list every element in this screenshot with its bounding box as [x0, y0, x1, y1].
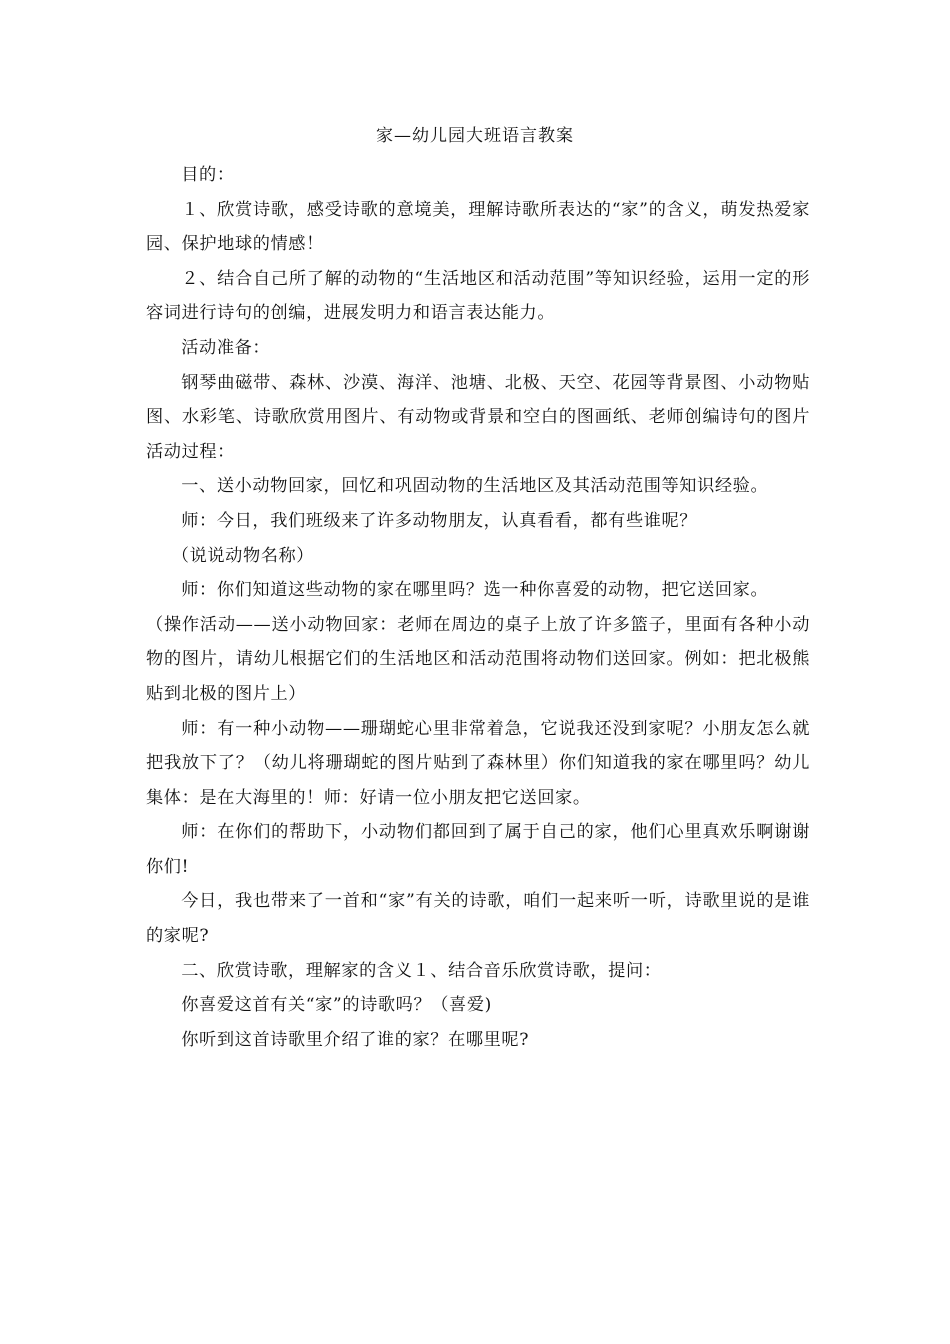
paragraph-teacher-4: 师：在你们的帮助下，小动物们都回到了属于自己的家，他们心里真欢乐啊谢谢你们! [146, 822, 810, 877]
paragraph-step-1: 一、送小动物回家，回忆和巩固动物的生活地区及其活动范围等知识经验。 [181, 476, 769, 497]
paragraph-operation-note: （操作活动——送小动物回家：老师在周边的桌子上放了许多篮子，里面有各种小动物的图片，请幼儿根据它们的生活地区和活动范围将动物们送回家。例如：把北极熊贴到北极的图片上） [146, 614, 810, 704]
paragraph-note-1: （说说动物名称） [171, 545, 315, 566]
paragraph-preparation-heading: 活动准备： [181, 337, 271, 358]
paragraph-goal-1: １、欣赏诗歌，感受诗歌的意境美，理解诗歌所表达的“家”的含义，萌发热爱家园、保护地球的情感！ [146, 199, 810, 255]
paragraph-teacher-2: 师：你们知道这些动物的家在哪里吗？选一种你喜爱的动物，把它送回家。 [181, 580, 769, 601]
paragraph-preparation-materials: 钢琴曲磁带、森林、沙漠、海洋、池塘、北极、天空、花园等背景图、小动物贴图、水彩笔、诗歌欣赏用图片、有动物或背景和空白的图画纸、老师创编诗句的图片活动过程： [146, 372, 810, 462]
document-title: 家—幼儿园大班语言教案 [376, 126, 574, 146]
paragraph-question-2: 你听到这首诗歌里介绍了谁的家？在哪里呢? [181, 1029, 530, 1050]
paragraph-teacher-1: 师：今日，我们班级来了许多动物朋友，认真看看，都有些谁呢？ [181, 510, 698, 531]
paragraph-goal-heading: 目的： [181, 165, 235, 185]
paragraph-step-2: 二、欣赏诗歌，理解家的含义１、结合音乐欣赏诗歌，提问： [181, 960, 662, 981]
paragraph-question-1: 你喜爱这首有关“家”的诗歌吗？（喜爱) [181, 995, 492, 1016]
paragraph-teacher-3: 师：有一种小动物——珊瑚蛇心里非常着急，它说我还没到家呢？小朋友怎么就把我放下了？（幼儿将珊瑚蛇的图片贴到了森林里）你们知道我的家在哪里吗？幼儿集体：是在大海里的！师：好请一位小朋友把它送回家。 [146, 718, 810, 808]
document-body [146, 158, 810, 1057]
paragraph-goal-2: ２、结合自己所了解的动物的“生活地区和活动范围”等知识经验，运用一定的形容词进行诗句的创编，进展发明力和语言表达能力。 [146, 268, 810, 324]
paragraph-transition: 今日，我也带来了一首和“家”有关的诗歌，咱们一起来听一听，诗歌里说的是谁的家呢? [146, 891, 810, 947]
